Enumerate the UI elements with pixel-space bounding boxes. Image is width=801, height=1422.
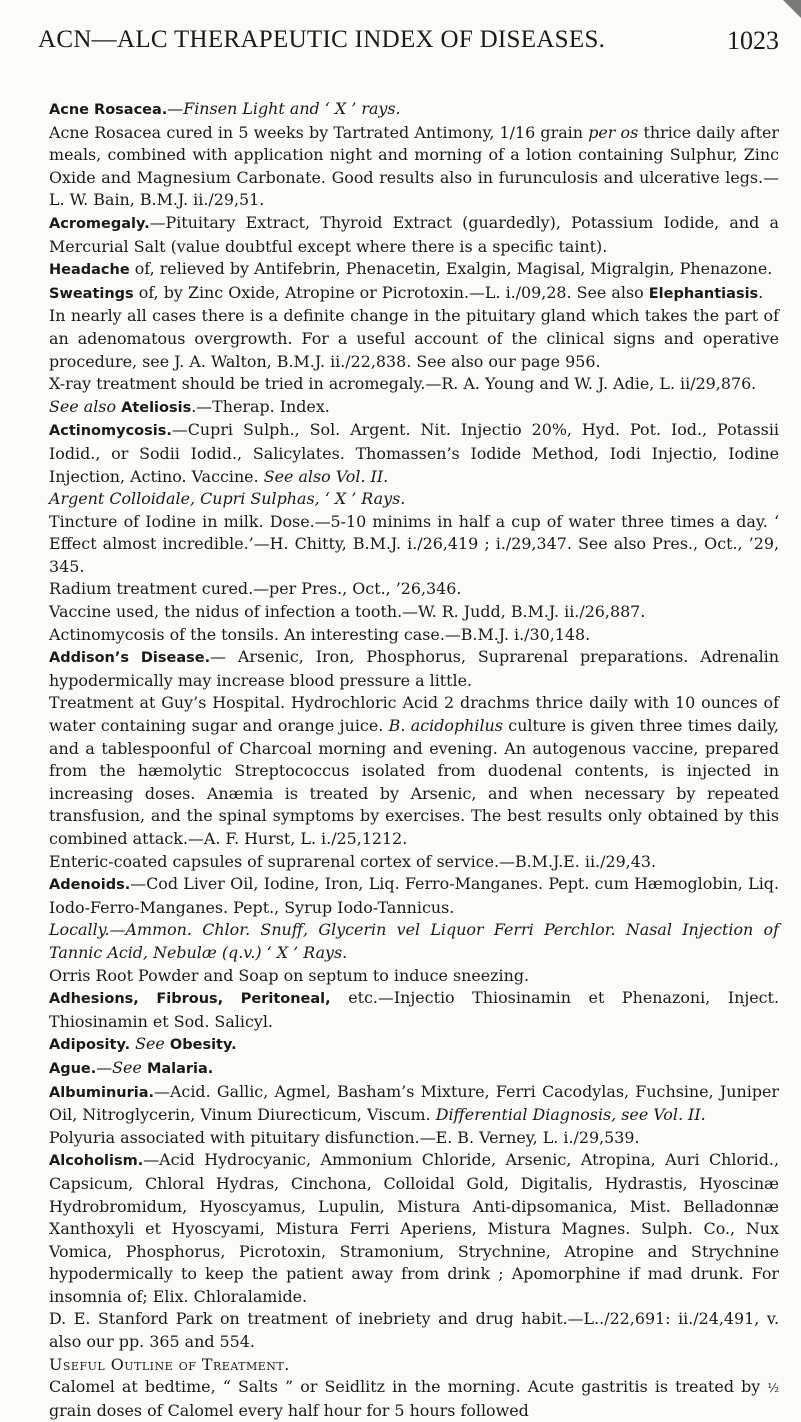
- running-header: [38, 8, 779, 58]
- entry-text: Finsen Light and ‘ X ’ rays.: [183, 99, 401, 118]
- page-corner-fold: [783, 0, 801, 18]
- entry-text: .: [758, 282, 764, 302]
- entry-heading: Headache: [49, 262, 130, 279]
- entry-text: Enteric-coated capsules of suprarenal cortex of service.—B.M.J.E. ii./29,43.: [49, 851, 657, 871]
- entry-enteric-coated: [49, 851, 779, 874]
- entry-polyuria: [49, 1127, 779, 1150]
- entry-text: grain doses of Calomel every half hour for 5 hours followed: [49, 1400, 529, 1420]
- entry-text: —Cupri Sulph., Sol. Argent. Nit. Injectio 20%, Hyd. Pot. Iod., Potassii Iodid., or Sodii Iodid., Salicylates. Thomassen’s Iodide Method, Iodi Injectio, Iodine Injection, Actino. Vaccine.: [49, 420, 779, 486]
- entry-heading: Albuminuria.: [49, 1084, 155, 1101]
- entry-pituitary-note: [49, 305, 779, 373]
- entry-text: Argent Colloidale, Cupri Sulphas, ‘ X ’ Rays.: [49, 489, 406, 509]
- entry-heading: Elephantiasis: [648, 285, 759, 302]
- entry-adiposity: [49, 1033, 779, 1057]
- entry-heading: Adiposity.: [49, 1037, 131, 1054]
- entry-text: Differential Diagnosis, see Vol. II.: [435, 1105, 706, 1125]
- entry-text: —: [96, 1057, 113, 1077]
- entry-text: —Acid. Gallic, Agmel, Basham’s Mixture, Ferri Cacodylas, Fuchsine, Juniper Oil, Nitroglycerin, Vinum Diurecticum, Viscum.: [49, 1081, 779, 1125]
- entry-text: —Cod Liver Oil, Iodine, Iron, Liq. Ferro-Manganes. Pept. cum Hæmoglobin, Liq. Iodo-Ferro-Manganes. Pept., Syrup Iodo-Tannicus.: [49, 874, 779, 917]
- entry-heading: Ague.: [49, 1060, 97, 1077]
- entry-locally: [49, 919, 779, 964]
- entry-vaccine: [49, 601, 779, 624]
- entry-text: Actinomycosis of the tonsils. An interesting case.—B.M.J. i./30,148.: [49, 624, 591, 644]
- entry-heading: Sweatings: [49, 285, 134, 302]
- entry-text: ½: [767, 1381, 779, 1396]
- entry-text: of, relieved by Antifebrin, Phenacetin, Exalgin, Magisal, Migralgin, Phenazone.: [129, 259, 773, 279]
- entry-headache: [49, 258, 779, 282]
- entry-text: per os: [588, 122, 639, 142]
- entry-ateliosis: [49, 396, 779, 420]
- entry-text: culture is given three times daily, and a tablespoonful of Charcoal morning and evening. An autogenous vaccine, prepared from the hæmolytic Streptococcus isolated from duodenal contents, is injected in increasing doses. Anæmia is treated by Arsenic, and when necessary by repeated transfusion, and the spinal symptoms by exercises. The best results only obtained by this combined attack.—A. F. Hurst, L. i./25,1212.: [49, 716, 779, 848]
- entry-text: See: [112, 1057, 142, 1077]
- entry-sweatings: [49, 282, 779, 306]
- entry-adenoids: [49, 873, 779, 919]
- entry-acne-rosacea: [49, 98, 779, 122]
- entry-heading: Acne Rosacea.: [49, 102, 168, 118]
- entry-text: —Pituitary Extract, Thyroid Extract (guardedly), Potassium Iodide, and a Mercurial Salt (value doubtful except where there is a specific taint).: [49, 212, 779, 256]
- entry-adhesions: [49, 987, 779, 1033]
- entry-heading: Alcoholism.: [49, 1153, 144, 1170]
- running-title: ACN—ALC THERAPEUTIC INDEX OF DISEASES.: [38, 26, 606, 53]
- entry-heading: Ateliosis: [121, 399, 192, 416]
- entry-text: See also: [49, 396, 117, 416]
- entry-heading: Adenoids.: [49, 877, 131, 894]
- entry-heading: Acromegaly.: [49, 215, 150, 232]
- entry-text: Orris Root Powder and Soap on septum to induce sneezing.: [49, 965, 530, 985]
- entry-useful-outline: [49, 1354, 779, 1377]
- entry-text: Radium treatment cured.—per Pres., Oct., ’26,346.: [49, 579, 462, 599]
- entry-text: X-ray treatment should be tried in acromegaly.—R. A. Young and W. J. Adie, L. ii/29,876.: [49, 374, 757, 394]
- entry-addisons: [49, 646, 779, 692]
- entry-tincture-iodine: [49, 511, 779, 579]
- entry-stanford-park: [49, 1308, 779, 1353]
- entry-heading: Addison’s Disease.: [49, 650, 211, 667]
- entry-text: .—Therap. Index.: [191, 396, 330, 416]
- entry-text: See: [135, 1034, 165, 1054]
- entry-argent-colloidale: [49, 488, 779, 511]
- page-number: 1023: [727, 26, 779, 55]
- entry-heading: Actinomycosis.: [49, 423, 172, 440]
- entry-text: Polyuria associated with pituitary disfunction.—E. B. Verney, L. i./29,539.: [49, 1127, 640, 1147]
- entry-text: —: [167, 99, 184, 118]
- entry-text: etc.—Injectio Thiosinamin et Phenazoni, Inject. Thiosinamin et Sod. Salicyl.: [49, 988, 779, 1031]
- entry-text: Tincture of Iodine in milk. Dose.—5-10 minims in half a cup of water three times a day. ‘ Effect almost incredible.’—H. Chitty, B.M.J. i./26,419 ; i./29,347. See also Pres., Oct., ’29, 345.: [49, 511, 779, 576]
- entry-alcoholism: [49, 1149, 779, 1308]
- entry-xray-treatment: [49, 373, 779, 396]
- entry-tonsils: [49, 624, 779, 647]
- entry-ague: [49, 1057, 779, 1081]
- entry-text: Vaccine used, the nidus of infection a tooth.—W. R. Judd, B.M.J. ii./26,887.: [49, 602, 646, 622]
- entry-acne-rosacea-case: [49, 122, 779, 212]
- entry-acromegaly: [49, 212, 779, 258]
- entry-text: — Arsenic, Iron, Phosphorus, Suprarenal preparations. Adrenalin hypodermically may increase blood pressure a little.: [49, 647, 779, 690]
- entry-guys-hospital: [49, 692, 779, 850]
- entry-orris-root: [49, 965, 779, 988]
- entry-text: D. E. Stanford Park on treatment of inebriety and drug habit.—L../22,691: ii./24,491, v. also our pp. 365 and 554.: [49, 1309, 779, 1352]
- entry-actinomycosis: [49, 419, 779, 488]
- entry-text: Locally.—Ammon. Chlor. Snuff, Glycerin vel Liquor Ferri Perchlor. Nasal Injection of Tannic Acid, Nebulæ (q.v.) ‘ X ’ Rays.: [49, 920, 779, 962]
- entry-text: In nearly all cases there is a definite change in the pituitary gland which takes the part of an adenomatous overgrowth. For a useful account of the clinical signs and operative procedure, see J. A. Walton, B.M.J. ii./22,838. See also our page 956.: [49, 306, 779, 371]
- entry-text: —Acid Hydrocyanic, Ammonium Chloride, Arsenic, Atropina, Auri Chlorid., Capsicum, Chloral Hydras, Cinchona, Colloidal Gold, Digitalis, Hydrastis, Hyoscinæ Hydrobromidum, Hyoscyamus, Lupulin, Mistura Anti-dipsomanica, Mist. Belladonnæ Xanthoxyli et Hyoscyami, Mistura Ferri Aperiens, Mistura Magnes. Sulph. Co., Nux Vomica, Phosphorus, Picrotoxin, Stramonium, Strychnine, Atropine and Strychnine hypodermically to keep the patient away from drink ; Apomorphine if mad drunk. For insomnia of; Elix. Chloralamide.: [49, 1150, 779, 1306]
- entry-heading: Obesity.: [169, 1037, 237, 1054]
- entry-text: Calomel at bedtime, “ Salts ” or Seidlitz in the morning. Acute gastritis is treated by: [49, 1377, 768, 1397]
- entry-heading: Malaria.: [146, 1060, 214, 1077]
- entry-text: Treatment at Guy’s Hospital. Hydrochloric Acid 2 drachms thrice daily with 10 ounces of water containing sugar and orange juice.: [49, 693, 779, 736]
- entry-calomel: [49, 1376, 779, 1422]
- entry-text: Acne Rosacea cured in 5 weeks by Tartrated Antimony, 1/16 grain: [49, 122, 589, 142]
- entry-heading: Adhesions, Fibrous, Peritoneal,: [49, 991, 331, 1008]
- index-text: [49, 98, 779, 1422]
- entry-albuminuria: [49, 1081, 779, 1127]
- entry-text: of, by Zinc Oxide, Atropine or Picrotoxin.—L. i./09,28. See also: [133, 282, 649, 302]
- entry-text: Useful Outline of Treatment.: [49, 1354, 290, 1374]
- entry-text: See also Vol. II.: [263, 466, 389, 486]
- entry-text: thrice daily after meals, combined with application night and morning of a lotion containing Sulphur, Zinc Oxide and Magnesium Carbonate. Good results also in furunculosis and ulcerative legs.—L. W. Bain, B.M.J. ii./29,51.: [49, 122, 779, 210]
- entry-text: B. acidophilus: [388, 716, 503, 736]
- entry-radium: [49, 578, 779, 601]
